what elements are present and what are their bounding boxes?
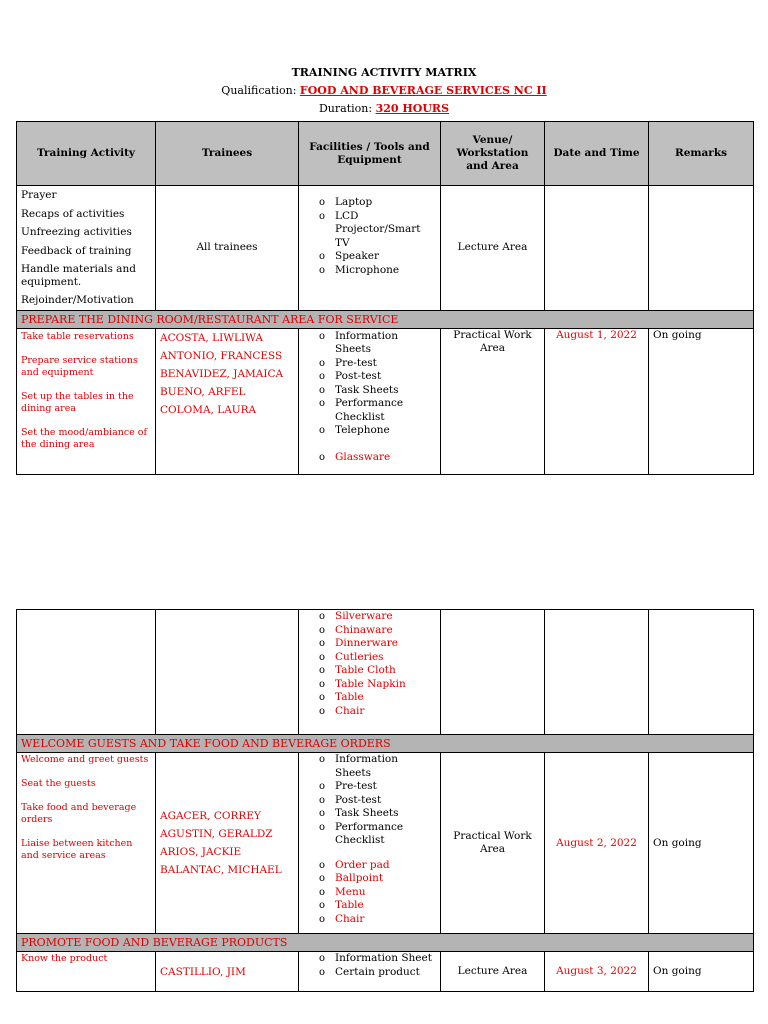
list-item: Rejoinder/Motivation <box>21 294 134 306</box>
continued-activities <box>17 610 156 735</box>
list-item: BALANTAC, MICHAEL <box>160 864 282 876</box>
list-item: o Information Sheets <box>335 753 436 780</box>
prepare-activities <box>17 328 156 474</box>
col-header-remarks: Remarks <box>649 122 754 186</box>
list-item: Unfreezing activities <box>21 226 132 238</box>
training-matrix-table-page2 <box>16 609 754 992</box>
prepare-facilities <box>299 328 441 474</box>
list-item: o Order pad <box>335 859 436 873</box>
welcome-date: August 2, 2022 <box>545 753 649 934</box>
duration-value: 320 HOURS <box>375 102 450 115</box>
list-item: o Table Napkin <box>335 678 436 692</box>
continued-venue <box>441 610 545 735</box>
continued-trainees <box>156 610 299 735</box>
welcome-facilities <box>299 753 441 934</box>
list-item: o Cutleries <box>335 651 436 665</box>
list-item: o Table <box>335 899 436 913</box>
list-item: CASTILLIO, JIM <box>160 965 246 978</box>
qualification-label: Qualification: <box>221 84 297 97</box>
list-item: o Certain product <box>335 966 436 980</box>
section-header-row <box>17 310 754 328</box>
promote-activities <box>17 952 156 992</box>
section-title-promote-products: PROMOTE FOOD AND BEVERAGE PRODUCTS <box>17 934 754 952</box>
list-item: o Ballpoint <box>335 872 436 886</box>
welcome-venue: Practical Work Area <box>441 753 545 934</box>
list-item: Welcome and greet guests <box>21 754 149 765</box>
list-item: ARIOS, JACKIE <box>160 846 242 858</box>
list-item: BUENO, ARFEL <box>160 385 246 398</box>
qualification-line <box>0 84 768 97</box>
list-item: o Pre-test <box>335 357 436 371</box>
col-header-trainees: Trainees <box>156 122 299 186</box>
list-item: Prayer <box>21 189 57 201</box>
table-row-welcome-guests <box>17 753 754 934</box>
list-item: o Task Sheets <box>335 807 436 821</box>
list-item: o Laptop <box>335 196 436 210</box>
list-item: Set up the tables in the dining area <box>21 390 134 414</box>
prepare-date: August 1, 2022 <box>545 328 649 474</box>
list-item: o Chair <box>335 705 436 719</box>
section-header-row <box>17 934 754 952</box>
list-item: Prepare service stations and equipment <box>21 354 138 378</box>
general-remarks <box>649 186 754 311</box>
list-item: AGUSTIN, GERALDZ <box>160 828 273 840</box>
list-item: Liaise between kitchen and service areas <box>21 838 133 861</box>
list-item: o Information Sheets <box>335 330 436 357</box>
list-item: o Table Cloth <box>335 664 436 678</box>
training-matrix-table-page1 <box>16 121 754 475</box>
list-item: COLOMA, LAURA <box>160 403 257 416</box>
list-item: BENAVIDEZ, JAMAICA <box>160 367 284 380</box>
list-item: o Menu <box>335 886 436 900</box>
col-header-venue: Venue/ Workstation and Area <box>441 122 545 186</box>
document-title: TRAINING ACTIVITY MATRIX <box>291 66 477 79</box>
list-item: o Performance Checklist <box>335 821 436 848</box>
continued-date <box>545 610 649 735</box>
list-item: o Pre-test <box>335 780 436 794</box>
list-item: o Speaker <box>335 250 436 264</box>
col-header-training-activity: Training Activity <box>17 122 156 186</box>
list-item: Set the mood/ambiance of the dining area <box>21 426 148 450</box>
table-header-row <box>17 122 754 186</box>
list-item: Take food and beverage orders <box>21 802 137 825</box>
section-header-row <box>17 735 754 753</box>
promote-trainees <box>156 952 299 992</box>
continued-facilities <box>299 610 441 735</box>
list-item: o Post-test <box>335 370 436 384</box>
general-date <box>545 186 649 311</box>
list-item: Handle materials and equipment. <box>21 263 136 288</box>
general-venue: Lecture Area <box>441 186 545 311</box>
welcome-trainees <box>156 753 299 934</box>
prepare-remarks: On going <box>649 328 754 474</box>
col-header-date-time: Date and Time <box>545 122 649 186</box>
section-title-prepare-dining: PREPARE THE DINING ROOM/RESTAURANT AREA FOR SERVICE <box>17 310 754 328</box>
list-item: o Performance Checklist <box>335 397 436 424</box>
list-item: o Silverware <box>335 610 436 624</box>
table-row-promote-products <box>17 952 754 992</box>
list-item: o Microphone <box>335 264 436 278</box>
welcome-remarks: On going <box>649 753 754 934</box>
welcome-activities <box>17 753 156 934</box>
qualification-value: FOOD AND BEVERAGE SERVICES NC II <box>299 84 547 97</box>
promote-remarks: On going <box>649 952 754 992</box>
promote-date: August 3, 2022 <box>545 952 649 992</box>
list-item: Recaps of activities <box>21 207 125 220</box>
prepare-venue: Practical Work Area <box>441 328 545 474</box>
table-row-general <box>17 186 754 311</box>
list-item: o LCD Projector/Smart TV <box>335 210 436 251</box>
list-item: o Task Sheets <box>335 384 436 398</box>
duration-label: Duration: <box>318 102 373 115</box>
table-row-prepare-dining <box>17 328 754 474</box>
col-header-facilities: Facilities / Tools and Equipment <box>299 122 441 186</box>
list-item: o Table <box>335 691 436 705</box>
list-item: ACOSTA, LIWLIWA <box>160 331 263 344</box>
promote-facilities <box>299 952 441 992</box>
table-row-continued <box>17 610 754 735</box>
list-item: AGACER, CORREY <box>160 810 261 822</box>
list-item: o Chinaware <box>335 624 436 638</box>
list-item: Feedback of training <box>21 244 132 257</box>
list-item: Take table reservations <box>21 330 134 342</box>
general-facilities <box>299 186 441 311</box>
duration-line <box>0 102 768 115</box>
promote-venue: Lecture Area <box>441 952 545 992</box>
general-activities <box>17 186 156 311</box>
list-item: o Glassware <box>335 451 436 465</box>
list-item: o Telephone <box>335 424 436 438</box>
section-title-welcome-guests: WELCOME GUESTS AND TAKE FOOD AND BEVERAGE ORDERS <box>17 735 754 753</box>
list-item: o Chair <box>335 913 436 927</box>
list-item: Know the product <box>21 953 108 964</box>
general-trainees: All trainees <box>156 186 299 311</box>
list-item: o Information Sheet <box>335 952 436 966</box>
prepare-trainees <box>156 328 299 474</box>
list-item: o Post-test <box>335 794 436 808</box>
list-item: o Dinnerware <box>335 637 436 651</box>
continued-remarks <box>649 610 754 735</box>
list-item: ANTONIO, FRANCESS <box>160 349 283 362</box>
list-item: Seat the guests <box>21 778 96 789</box>
